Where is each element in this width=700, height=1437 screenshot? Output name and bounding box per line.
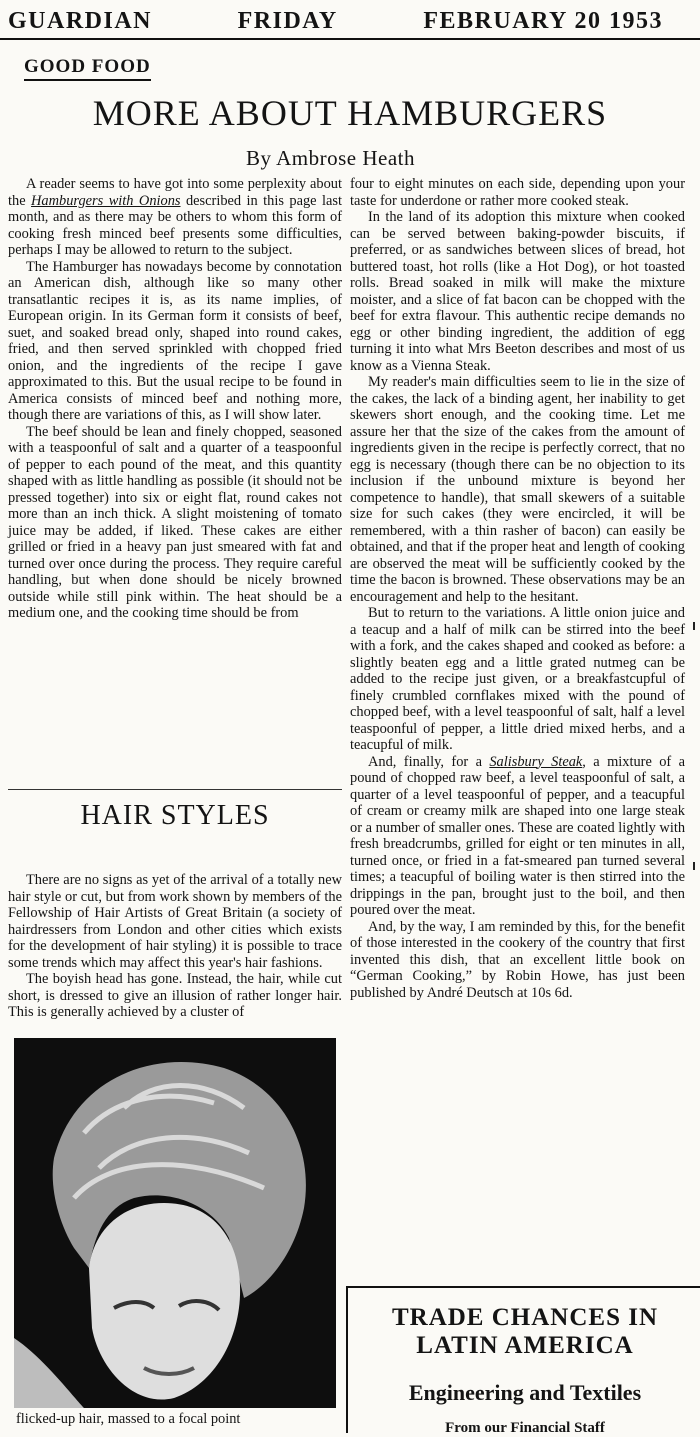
article-paragraph: In the land of its adoption this mixture when cooked can be served between baking-powder biscuits, if preferred, or as sandwiches between slices of bread, hot buttered toast, hot rolls (like a Hot Dog), or hot toasted rolls. Bread soaked in milk will make the mixture moister, and a slice of fat bacon can be chopped with the beef for extra flavour. This authentic recipe demands no egg or other binding ingredient, the addition of egg turning it into what Mrs Beeton describes and most of us know as a Vienna Steak. <box>350 209 685 374</box>
edge-mark <box>693 862 695 870</box>
article-text: , a mixture of a pound of chopped raw beef, a level teaspoonful of salt, a quarter of a level teaspoonful of pepper, and a teacupful of cream or creamy milk are shaped into one large steak or a number of smaller ones. These are coated lightly with fresh breadcrumbs, grilled for eight or ten minutes in all, turned once, or fried in a fat-smeared pan turned several times; a teacupful of boiling water is then stirred into the drippings in the pan, brought just to the boil, and then poured over the meat. <box>350 753 686 918</box>
masthead-rule <box>0 38 700 40</box>
article-column-left <box>8 176 342 622</box>
hairstyle-photo <box>14 1038 336 1408</box>
section-kicker: GOOD FOOD <box>24 56 151 81</box>
hair-styles-heading: HAIR STYLES <box>80 800 270 831</box>
edge-mark <box>693 622 695 630</box>
trade-chances-box <box>346 1286 700 1436</box>
article-paragraph <box>350 754 685 919</box>
trade-chances-credit: From our Financial Staff <box>445 1420 605 1436</box>
article-text: A reader seems to have got into some perplexity about the <box>8 176 342 209</box>
byline: By Ambrose Heath <box>246 146 415 170</box>
article-text: described in this page last month, and as there may be others to whom this form of cooking fresh minced beef presents some difficulties, perhaps I may be allowed to return to the subject. <box>8 192 342 258</box>
article-text: And, finally, for a <box>368 753 490 770</box>
trade-chances-subtitle: Engineering and Textiles <box>408 1380 642 1405</box>
masthead-day: FRIDAY <box>237 7 338 34</box>
hair-styles-column <box>8 872 342 1021</box>
article-column-right <box>350 176 685 1001</box>
article-paragraph: four to eight minutes on each side, depending upon your taste for underdone or rather more cooked steak. <box>350 176 685 209</box>
masthead-paper: GUARDIAN <box>8 7 152 34</box>
article-paragraph <box>8 176 342 259</box>
hair-paragraph: There are no signs as yet of the arrival of a totally new hair style or cut, but from work shown by members of the Fellowship of Hair Artists of Great Britain (a society of hairdressers from London and other cities which exists for the development of hair styling) it is possible to trace some trends which may affect this year's hair fashions. <box>8 872 342 971</box>
masthead-date: FEBRUARY 20 1953 <box>423 7 663 34</box>
article-paragraph: And, by the way, I am reminded by this, for the benefit of those interested in the cookery of the country that first invented this dish, that an excellent little book on “German Cooking,” by Robin Howe, has just been published by André Deutsch at 10s 6d. <box>350 918 685 1001</box>
hair-paragraph: The boyish head has gone. Instead, the hair, while cut short, is dressed to give an illusion of rather longer hair. This is generally achieved by a cluster of <box>8 971 342 1020</box>
masthead <box>8 6 663 36</box>
article-paragraph: The beef should be lean and finely chopped, seasoned with a teaspoonful of salt and a quarter of a teaspoonful of pepper to each pound of the meat, and this quantity shaped with as little handling as possible (it should not be pressed together) into six or eight flat, round cakes not more than an inch thick. A slight moistening of tomato juice may be added, if liked. These cakes are either grilled or fried in a heavy pan just smeared with fat and turned over once during the process. They require careful handling, but when done should be nicely browned outside while still pink within. The heat should be a medium one, and the cooking time should be from <box>8 423 342 621</box>
hairstyle-photo-svg <box>14 1038 336 1408</box>
hair-caption: flicked-up hair, massed to a focal point <box>16 1411 241 1427</box>
section-divider <box>8 789 342 790</box>
article-paragraph: But to return to the variations. A little onion juice and a teacup and a half of milk can be stirred into the beef with a fork, and the cakes shaped and cooked as before: a slightly beaten egg and a little grated nutmeg can be added to the recipe just given, or a breakfastcupful of finely crumbled cornflakes mixed with the pound of chopped beef, with a level teaspoonful of salt, half a level teaspoonful of pepper, a little dried mixed herbs, and a teacupful of milk. <box>350 605 685 753</box>
page-title: MORE ABOUT HAMBURGERS <box>92 93 608 133</box>
article-paragraph: The Hamburger has nowadays become by connotation an American dish, although like so many other transatlantic recipes it is, as its name implies, of European origin. In its German form it consists of beef, suet, and soaked bread only, shaped into round cakes, fried, and then served sprinkled with chopped fried onion, and the ingredients of the recipe I gave approximated to this. But the usual recipe to be found in America consists of minced beef and nothing more, though there are variations of this, as I will show later. <box>8 258 342 423</box>
recipe-reference: Salisbury Steak <box>489 753 583 770</box>
trade-chances-title: TRADE CHANCES IN LATIN AMERICA <box>391 1304 659 1359</box>
article-paragraph: My reader's main difficulties seem to lie in the size of the cakes, the lack of a binding agent, her inability to get skewers short enough, and the cooking time. Let me assure her that the size of the cakes from the amount of ingredients given in the recipe is perfectly correct, that no egg is necessary (though there can be no objection to its inclusion if the unbound mixture is beyond her competence to handle), that small skewers of a suitable size for such cakes (they were encircled, it will be remembered, with a thin rasher of bacon) can easily be obtained, and that if the proper heat and length of cooking are observed the meat will be sufficiently cooked by the time the bacon is browned. These observations may be an encouragement and help to the hesitant. <box>350 374 685 605</box>
recipe-reference: Hamburgers with Onions <box>31 192 181 209</box>
